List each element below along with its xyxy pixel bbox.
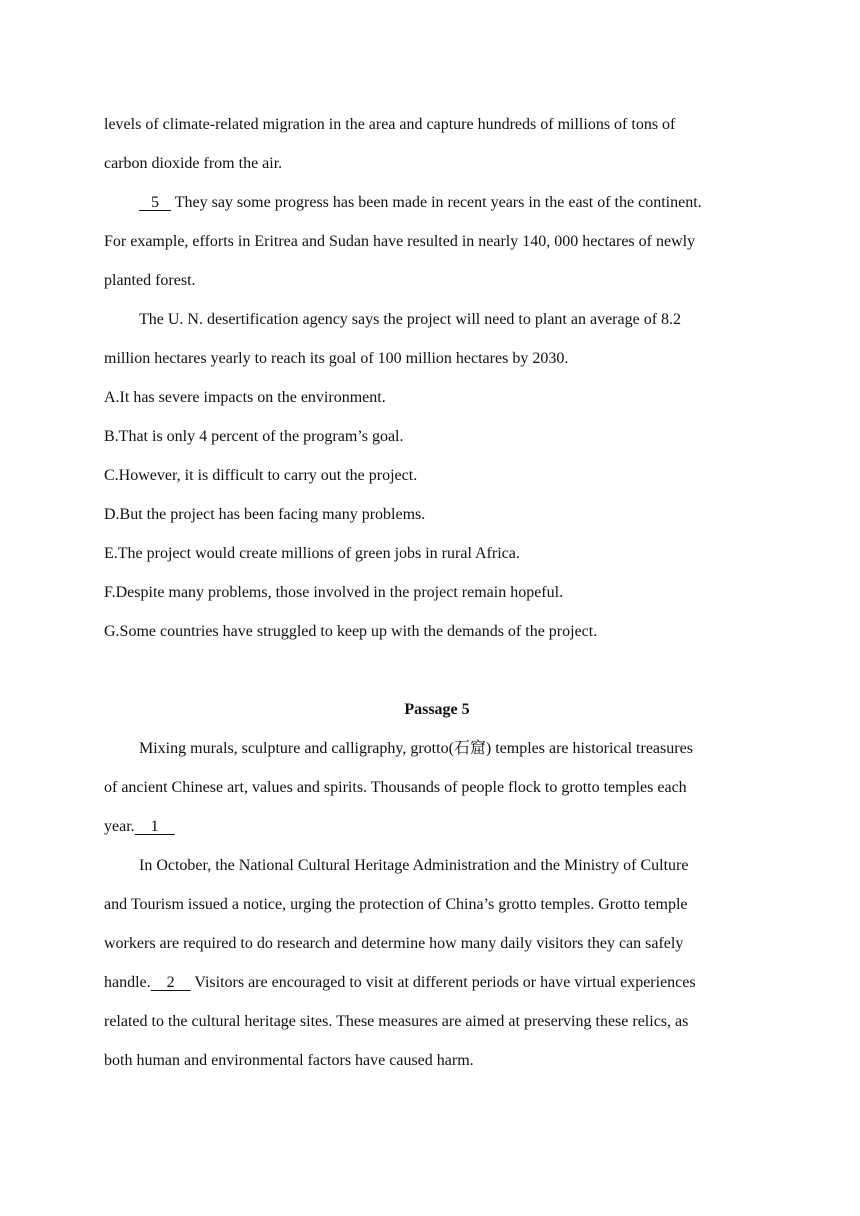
text-line: The U. N. desertification agency says the project will need to plant an average of 8.2 — [139, 311, 682, 328]
option-g: G.Some countries have struggled to keep up with the demands of the project. — [104, 623, 598, 640]
text-fragment: handle. — [104, 974, 151, 991]
text-line: Mixing murals, sculpture and calligraphy, grotto(石窟) temples are historical treasures — [139, 740, 693, 757]
option-e: E.The project would create millions of green jobs in rural Africa. — [104, 545, 520, 562]
document-page — [104, 105, 770, 1080]
text-line: carbon dioxide from the air. — [104, 155, 283, 172]
paragraph — [104, 729, 770, 846]
text-line: planted forest. — [104, 272, 196, 289]
text-line: million hectares yearly to reach its goal of 100 million hectares by 2030. — [104, 350, 569, 367]
blank-line — [104, 651, 770, 690]
text-line: related to the cultural heritage sites. These measures are aimed at preserving these relics, as — [104, 1013, 689, 1030]
answer-blank-1: 1 — [134, 818, 175, 835]
option-a: A.It has severe impacts on the environment. — [104, 389, 386, 406]
passage-title: Passage 5 — [404, 701, 470, 718]
text-line: For example, efforts in Eritrea and Sudan have resulted in nearly 140, 000 hectares of newly — [104, 233, 696, 250]
option-f: F.Despite many problems, those involved in the project remain hopeful. — [104, 584, 564, 601]
paragraph — [104, 300, 770, 378]
options-list — [104, 378, 770, 651]
text-line: both human and environmental factors have caused harm. — [104, 1052, 474, 1069]
text-line: of ancient Chinese art, values and spirits. Thousands of people flock to grotto temples each — [104, 779, 687, 796]
option-c: C.However, it is difficult to carry out the project. — [104, 467, 418, 484]
option-b: B.That is only 4 percent of the program’s goal. — [104, 428, 404, 445]
paragraph — [104, 183, 770, 300]
text-fragment: Visitors are encouraged to visit at different periods or have virtual experiences — [190, 974, 696, 991]
answer-blank-5: 5 — [139, 194, 171, 211]
text-line — [104, 963, 770, 1002]
text-line — [104, 807, 770, 846]
paragraph — [104, 846, 770, 1080]
text-line: workers are required to do research and determine how many daily visitors they can safely — [104, 935, 684, 952]
paragraph — [104, 105, 770, 183]
option-d: D.But the project has been facing many problems. — [104, 506, 426, 523]
text-fragment: They say some progress has been made in recent years in the east of the continent. — [171, 194, 702, 211]
answer-blank-2: 2 — [150, 974, 191, 991]
text-fragment: year. — [104, 818, 135, 835]
text-line: In October, the National Cultural Heritage Administration and the Ministry of Culture — [139, 857, 689, 874]
text-line: levels of climate-related migration in the area and capture hundreds of millions of tons of — [104, 116, 676, 133]
text-line — [104, 183, 770, 222]
text-line: and Tourism issued a notice, urging the protection of China’s grotto temples. Grotto temple — [104, 896, 688, 913]
